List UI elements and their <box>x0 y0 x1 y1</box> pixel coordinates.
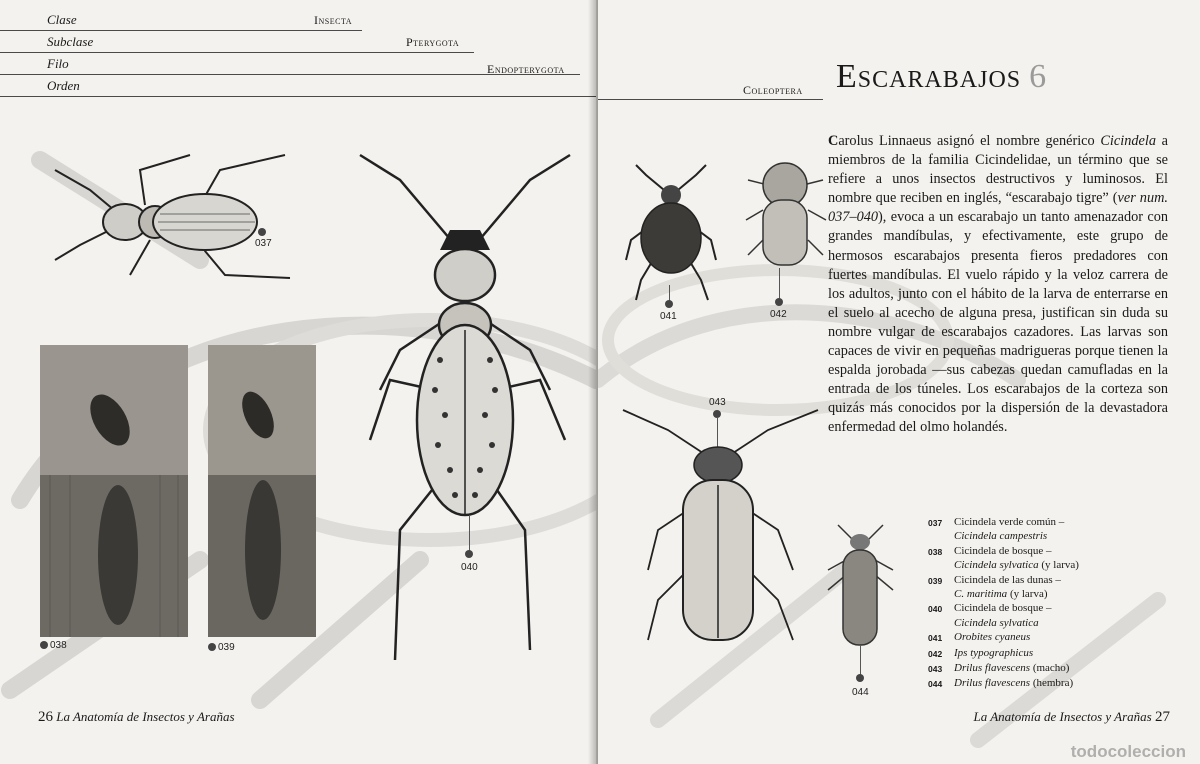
page-number: 27 <box>1155 709 1170 725</box>
specimen-number: 037 <box>255 238 272 249</box>
legend-number: 040 <box>928 604 943 615</box>
callout-dot <box>856 674 864 682</box>
taxonomy-row-order <box>0 76 596 97</box>
left-page <box>0 0 596 764</box>
specimen-number: 043 <box>709 397 726 408</box>
legend-scientific-line <box>954 616 1051 630</box>
book-title: La Anatomía de Insectos y Arañas <box>56 709 235 724</box>
intro-text: arolus Linnaeus asignó el nombre genérico <box>838 133 1101 149</box>
taxonomy-row-subclass <box>0 32 474 53</box>
legend-scientific-name: Orobites cyaneus <box>954 631 1031 644</box>
legend-scientific-line <box>954 630 1030 644</box>
legend-common-name: Cicindela verde común – <box>954 516 1065 528</box>
legend-scientific-name: Cicindela campestris <box>954 530 1048 543</box>
taxonomy-label: Subclase <box>47 34 94 49</box>
photo-specimen-038 <box>40 345 188 637</box>
legend-scientific-name: Cicindela sylvatica <box>954 559 1039 572</box>
legend-item <box>928 601 1173 630</box>
callout-dot <box>665 300 673 308</box>
chapter-title <box>836 58 1047 96</box>
legend-scientific-name: C. maritima <box>954 588 1008 601</box>
intro-text: a miembros de la familia Cicindelidae, un término que se refiere a unos insectos destructivos y luminosos. El nombre que reciben en inglés, “escarabajo tigre” ( <box>828 133 1169 207</box>
legend-text <box>954 646 1033 661</box>
legend-extra: (y larva) <box>1038 559 1079 572</box>
intro-text: ), evoca a un escarabajo un tanto amenazador con grandes mandíbulas, y efectivamente, este grupo de hermosos escarabajos presenta fieros predadores con fuertes mandíbulas. El vuelo rápido y la veloz carrera de los adultos, junto con el hábito de la larva de enterrarse en el suelo al acecho de alguna presa, justifican sin duda su nombre vulgar de escarabajos cazadores. Las larvas son capaces de vivir en pequeñas madrigueras porque tienen la espalda jorobada —sus cabezas quedan camufladas en la entrada de los túneles. Los escarabajos de la corteza son quizás más conocidos por la dispersión de la devastadora enfermedad del olmo holandés. <box>828 209 1168 436</box>
taxonomy-value: Insecta <box>314 13 352 27</box>
specimen-legend <box>928 515 1173 692</box>
beetle-illustration-040 <box>340 150 590 670</box>
legend-text <box>954 573 1061 602</box>
legend-common-name: Cicindela de las dunas – <box>954 573 1061 586</box>
legend-scientific-line <box>954 529 1064 543</box>
page-number: 26 <box>38 709 53 725</box>
chapter-title-text: Escarabajos <box>836 58 1022 95</box>
legend-common-name: Cicindela de bosque – <box>954 602 1052 615</box>
legend-scientific-name: Ips typographicus <box>954 646 1034 659</box>
right-page-footer <box>973 709 1170 726</box>
callout-dot <box>208 643 216 651</box>
legend-scientific-line <box>954 676 1073 690</box>
legend-item <box>928 630 1173 645</box>
legend-text <box>954 630 1030 645</box>
specimen-number: 039 <box>218 642 235 653</box>
chapter-number: 6 <box>1029 58 1048 95</box>
taxonomy-row-phylum <box>0 54 580 75</box>
legend-scientific-name: Drilus flavescens <box>954 662 1031 675</box>
specimen-number: 038 <box>50 640 67 651</box>
beetle-illustration-042 <box>738 150 833 280</box>
legend-number: 043 <box>928 664 943 675</box>
legend-extra: (y larva) <box>1007 588 1048 601</box>
legend-text <box>954 515 1064 544</box>
legend-number: 042 <box>928 648 943 659</box>
legend-extra: (macho) <box>1030 662 1070 675</box>
legend-scientific-line <box>954 587 1061 601</box>
legend-text <box>954 661 1069 676</box>
callout-dot <box>40 641 48 649</box>
legend-number: 044 <box>928 679 943 690</box>
taxonomy-label: Orden <box>47 78 80 93</box>
beetle-illustration-041 <box>616 160 726 305</box>
header-rule <box>598 99 823 100</box>
legend-number: 037 <box>928 518 943 528</box>
specimen-number: 044 <box>852 687 869 698</box>
left-page-footer <box>38 709 235 726</box>
beetle-illustration-043 <box>618 400 828 655</box>
taxonomy-label: Filo <box>47 56 69 71</box>
legend-item <box>928 544 1173 573</box>
specimen-number: 040 <box>461 562 478 573</box>
callout-dot <box>258 228 266 236</box>
legend-common-name: Cicindela de bosque – <box>954 544 1052 557</box>
callout-line <box>779 268 780 300</box>
beetle-illustration-037 <box>50 150 300 290</box>
legend-number: 038 <box>928 546 943 557</box>
legend-text <box>954 601 1051 630</box>
legend-number: 039 <box>928 575 943 586</box>
intro-paragraph <box>828 132 1168 438</box>
dropcap-letter: C <box>828 133 839 149</box>
legend-scientific-line <box>954 646 1033 660</box>
legend-extra: (hembra) <box>1030 677 1074 690</box>
callout-dot <box>465 550 473 558</box>
photo-specimen-039 <box>208 345 316 637</box>
legend-item <box>928 646 1173 661</box>
legend-item <box>928 573 1173 602</box>
legend-item <box>928 676 1173 691</box>
legend-item <box>928 515 1173 544</box>
legend-scientific-line <box>954 661 1069 675</box>
site-watermark: todocoleccion <box>1070 742 1186 761</box>
right-page <box>598 0 1200 764</box>
intro-italic: ver num. 037–040 <box>828 190 1168 226</box>
callout-dot <box>775 298 783 306</box>
taxonomy-value: Endopterygota <box>487 62 565 76</box>
book-title: La Anatomía de Insectos y Arañas <box>973 709 1152 724</box>
order-name: Coleoptera <box>743 83 803 97</box>
larva-illustration-044 <box>818 520 903 650</box>
legend-scientific-line <box>954 558 1079 572</box>
legend-number: 041 <box>928 633 943 644</box>
taxonomy-label: Clase <box>47 12 77 27</box>
specimen-number: 041 <box>660 311 677 322</box>
specimen-number: 042 <box>770 309 787 320</box>
legend-text <box>954 544 1079 573</box>
legend-text <box>954 676 1073 691</box>
taxonomy-value: Pterygota <box>406 35 460 49</box>
legend-scientific-name: Drilus flavescens <box>954 677 1031 690</box>
legend-item <box>928 661 1173 676</box>
intro-italic: Cicindela <box>1100 133 1156 149</box>
legend-scientific-name: Cicindela sylvatica <box>954 616 1039 629</box>
callout-line <box>469 515 470 553</box>
callout-line <box>860 645 861 677</box>
taxonomy-row-class <box>0 10 362 31</box>
